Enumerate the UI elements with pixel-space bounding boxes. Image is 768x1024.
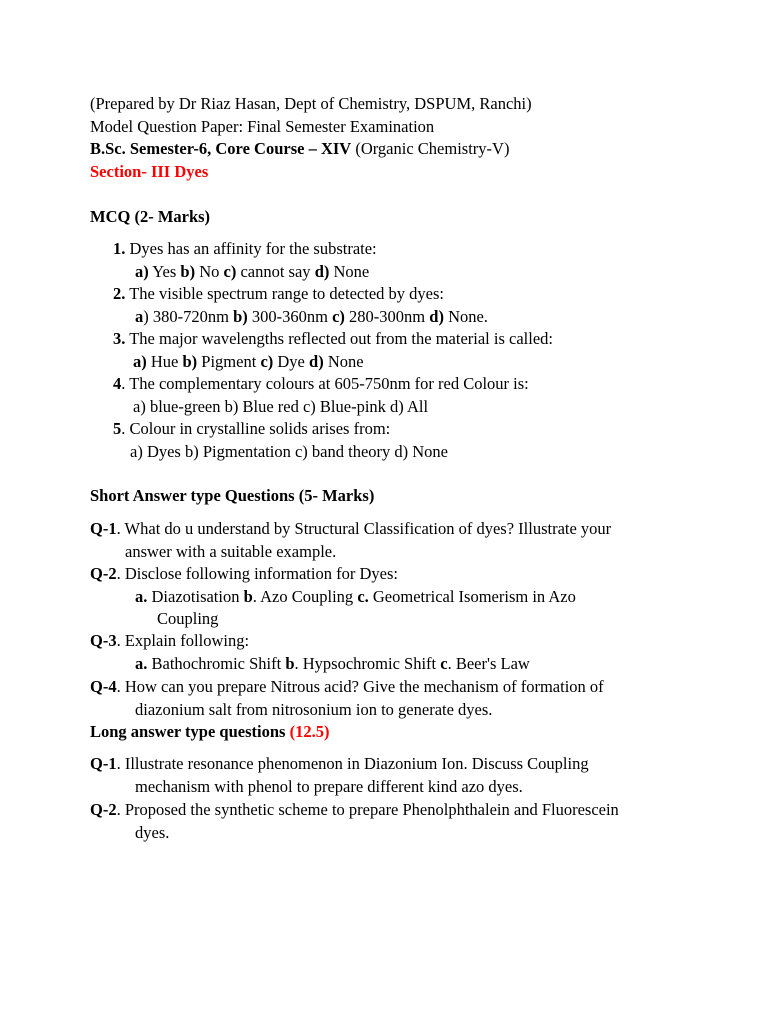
option-text: Dye [273, 352, 310, 371]
long-question-2 [90, 800, 619, 820]
option-key: a [135, 307, 144, 326]
part-key: c [440, 654, 448, 673]
option-text: 300-360nm [247, 307, 333, 326]
part-text: Diazotisation [147, 587, 244, 606]
option-key: b) [182, 352, 198, 371]
part-text: . Beer's Law [447, 654, 530, 673]
mcq-options-2 [135, 307, 488, 327]
course-line [90, 139, 509, 159]
part-text: . Hypsochromic Shift [294, 654, 441, 673]
long-answer-marks: (12.5) [289, 722, 330, 741]
question-text: . Illustrate resonance phenomenon in Diazonium Ion. Discuss Coupling [116, 754, 589, 773]
question-text: . Explain following: [116, 631, 250, 650]
question-number: 1. [113, 239, 126, 258]
short-question-2-parts [135, 587, 576, 607]
part-text: Bathochromic Shift [147, 654, 286, 673]
mcq-options-4: a) blue-green b) Blue red c) Blue-pink d) All [133, 397, 429, 416]
option-key: c) [260, 352, 274, 371]
option-text: None. [443, 307, 488, 326]
mcq-options-1 [135, 262, 369, 282]
option-key: a) [135, 262, 149, 281]
mcq-question-3 [113, 329, 553, 349]
section-title: Section- III Dyes [90, 162, 209, 181]
question-label: Q-2 [90, 800, 117, 819]
option-key: d) [429, 307, 444, 326]
mcq-options-5: a) Dyes b) Pigmentation c) band theory d) None [130, 442, 448, 461]
option-text: Pigment [197, 352, 261, 371]
question-label: Q-3 [90, 631, 117, 650]
short-question-3-parts [135, 654, 530, 674]
option-text: Hue [146, 352, 183, 371]
option-key: d) [309, 352, 324, 371]
option-key: a) [133, 352, 147, 371]
paper-title: Model Question Paper: Final Semester Examination [90, 117, 435, 136]
question-text: . Colour in crystalline solids arises from: [121, 419, 391, 438]
option-key: b) [180, 262, 196, 281]
mcq-question-2 [113, 284, 444, 304]
mcq-heading: MCQ (2- Marks) [90, 207, 211, 226]
question-text: . What do u understand by Structural Classification of dyes? Illustrate your [116, 519, 612, 538]
prepared-by-line: (Prepared by Dr Riaz Hasan, Dept of Chemistry, DSPUM, Ranchi) [90, 94, 532, 113]
part-text: . Azo Coupling [252, 587, 358, 606]
question-label: Q-2 [90, 564, 117, 583]
mcq-question-5 [113, 419, 390, 439]
long-answer-heading [90, 722, 329, 742]
option-text: 280-300nm [344, 307, 430, 326]
question-text: . Proposed the synthetic scheme to prepare Phenolphthalein and Fluorescein [116, 800, 619, 819]
course-subject: (Organic Chemistry-V) [351, 139, 510, 158]
question-text: The major wavelengths reflected out from the material is called: [125, 329, 553, 348]
part-key: b [285, 654, 295, 673]
option-text: cannot say [236, 262, 315, 281]
question-number: 3. [113, 329, 126, 348]
option-key: b) [233, 307, 248, 326]
question-text: . How can you prepare Nitrous acid? Give the mechanism of formation of [116, 677, 604, 696]
question-text: The visible spectrum range to detected by dyes: [125, 284, 444, 303]
part-key: a. [135, 654, 148, 673]
short-question-4-cont: diazonium salt from nitrosonium ion to generate dyes. [135, 700, 493, 719]
question-text: . Disclose following information for Dyes: [116, 564, 398, 583]
long-question-1 [90, 754, 589, 774]
option-text: Yes [148, 262, 181, 281]
short-question-1-cont: answer with a suitable example. [125, 542, 337, 561]
mcq-question-4 [113, 374, 529, 394]
short-answer-heading: Short Answer type Questions (5- Marks) [90, 486, 375, 505]
question-label: Q-1 [90, 754, 117, 773]
option-text: ) 380-720nm [143, 307, 234, 326]
question-text: Dyes has an affinity for the substrate: [125, 239, 377, 258]
question-text: . The complementary colours at 605-750nm for red Colour is: [121, 374, 529, 393]
short-question-2 [90, 564, 398, 584]
mcq-options-3 [133, 352, 364, 372]
option-key: c) [332, 307, 345, 326]
short-question-1 [90, 519, 611, 539]
long-answer-title: Long answer type questions [90, 722, 290, 741]
option-text: None [329, 262, 370, 281]
part-key: a. [135, 587, 148, 606]
question-label: Q-4 [90, 677, 117, 696]
short-question-2-cont: Coupling [157, 609, 219, 628]
short-question-3 [90, 631, 249, 651]
option-text: No [195, 262, 224, 281]
option-text: None [323, 352, 364, 371]
option-key: c) [223, 262, 237, 281]
option-key: d) [314, 262, 330, 281]
part-key: b [243, 587, 253, 606]
course-name: B.Sc. Semester-6, Core Course – XIV [90, 139, 352, 158]
long-question-1-cont: mechanism with phenol to prepare different kind azo dyes. [135, 777, 523, 796]
question-number: 4 [113, 374, 122, 393]
question-label: Q-1 [90, 519, 117, 538]
question-number: 2. [113, 284, 126, 303]
part-text: Geometrical Isomerism in Azo [368, 587, 576, 606]
short-question-4 [90, 677, 604, 697]
long-question-2-cont: dyes. [135, 823, 170, 842]
part-key: c. [357, 587, 369, 606]
mcq-question-1 [113, 239, 377, 259]
question-number: 5 [113, 419, 122, 438]
